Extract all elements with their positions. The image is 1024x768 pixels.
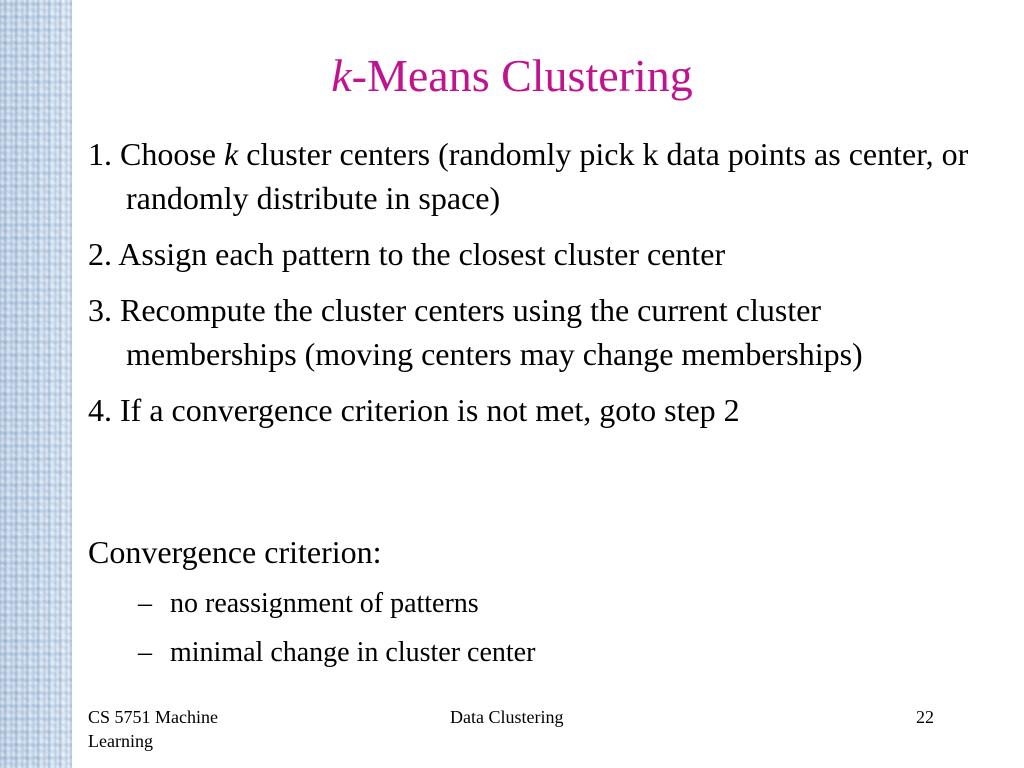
dash-bullet: – <box>138 637 152 668</box>
step-emphasis: k <box>224 136 239 172</box>
step-3 <box>88 288 988 376</box>
step-text: Assign each pattern to the closest cluster center <box>118 236 726 272</box>
step-1 <box>88 132 988 220</box>
step-2 <box>88 232 988 276</box>
footer-course: CS 5751 Machine Learning <box>88 707 218 751</box>
decorative-side-texture <box>0 0 72 768</box>
step-text: cluster centers (randomly pick k data points as center, or randomly distribute in space) <box>126 136 969 216</box>
convergence-item-text: no reassignment of patterns <box>170 588 479 619</box>
convergence-item <box>138 584 535 624</box>
convergence-heading: Convergence criterion: <box>88 534 382 570</box>
convergence-list <box>138 584 535 682</box>
dash-bullet: – <box>138 588 152 619</box>
step-number: 4. <box>88 392 120 428</box>
step-number: 2. <box>88 236 119 272</box>
title-rest: -Means Clustering <box>351 50 693 101</box>
slide-title <box>0 48 1024 104</box>
step-text: Recompute the cluster centers using the current cluster memberships (moving centers may change memberships) <box>120 292 863 372</box>
step-number: 1. <box>88 136 120 172</box>
step-4 <box>88 388 988 432</box>
step-text: If a convergence criterion is not met, goto step 2 <box>120 392 740 428</box>
footer-page-number: 22 <box>916 707 934 727</box>
step-number: 3. <box>88 292 120 328</box>
step-text: Choose <box>120 136 224 172</box>
convergence-item-text: minimal change in cluster center <box>170 637 536 668</box>
title-k: k <box>331 50 352 101</box>
convergence-item <box>138 633 535 673</box>
steps-list <box>88 132 988 444</box>
footer-topic: Data Clustering <box>450 707 564 727</box>
